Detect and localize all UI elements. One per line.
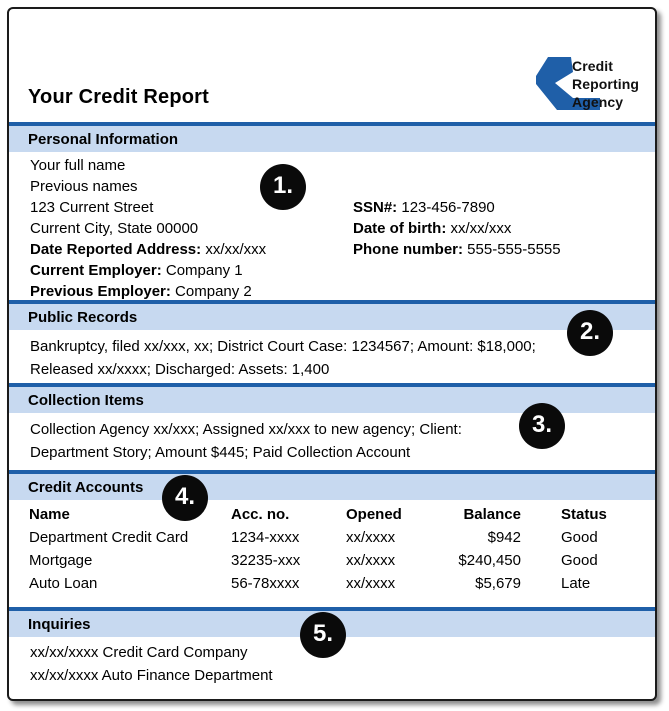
column-header-balance: Balance xyxy=(463,506,521,523)
logo-line-2: Reporting xyxy=(572,76,640,92)
section-header-collection-items: Collection Items xyxy=(9,383,655,413)
account-name: Department Credit Card xyxy=(29,529,189,546)
personal-line: Phone number: 555-555-5555 xyxy=(353,241,561,258)
inquiry-line: xx/xx/xxxx Auto Finance Department xyxy=(30,667,273,684)
section-header-personal-information: Personal Information xyxy=(9,122,655,152)
account-balance: $942 xyxy=(487,529,521,546)
collection-items-line: Collection Agency xx/xxx; Assigned xx/xxx to new agency; Client: xyxy=(30,421,462,438)
logo-text xyxy=(572,57,639,111)
section-header-inquiries: Inquiries xyxy=(9,607,655,637)
column-header-name: Name xyxy=(29,506,70,523)
account-opened: xx/xxxx xyxy=(346,575,396,592)
table-row xyxy=(29,549,641,572)
account-number: 56-78xxxx xyxy=(231,575,300,592)
personal-line: Previous Employer: Company 2 xyxy=(30,283,252,300)
collection-items-line: Department Story; Amount $445; Paid Collection Account xyxy=(30,444,411,461)
account-number: 32235-xxx xyxy=(231,552,301,569)
table-row xyxy=(29,526,641,549)
column-header-status: Status xyxy=(561,506,607,523)
step-badge-2: 2. xyxy=(567,310,613,356)
personal-line: Current Employer: Company 1 xyxy=(30,262,243,279)
account-opened: xx/xxxx xyxy=(346,552,396,569)
account-name: Auto Loan xyxy=(29,575,98,592)
credit-report-page xyxy=(7,7,657,701)
credit-accounts-table xyxy=(29,503,641,595)
account-number: 1234-xxxx xyxy=(231,529,300,546)
account-status: Good xyxy=(561,529,598,546)
collection-items-body xyxy=(30,418,462,464)
account-status: Late xyxy=(561,575,591,592)
account-opened: xx/xxxx xyxy=(346,529,396,546)
personal-info-right-column xyxy=(353,197,561,260)
account-balance: $240,450 xyxy=(458,552,521,569)
account-status: Good xyxy=(561,552,598,569)
personal-line: Date Reported Address: xx/xx/xxx xyxy=(30,241,267,258)
personal-line: 123 Current Street xyxy=(30,199,154,216)
public-records-body xyxy=(30,335,536,381)
step-badge-5: 5. xyxy=(300,612,346,658)
public-records-line: Bankruptcy, filed xx/xxx, xx; District Court Case: 1234567; Amount: $18,000; xyxy=(30,338,536,355)
section-header-public-records: Public Records xyxy=(9,300,655,330)
section-header-credit-accounts: Credit Accounts xyxy=(9,470,655,500)
logo-line-1: Credit xyxy=(572,58,614,74)
inquiries-body xyxy=(30,641,273,687)
logo-line-3: Agency xyxy=(572,94,624,110)
column-header-acc-no: Acc. no. xyxy=(231,506,290,523)
credit-accounts-header-row xyxy=(29,503,641,526)
public-records-line: Released xx/xxxx; Discharged: Assets: 1,400 xyxy=(30,361,330,378)
personal-line: Your full name xyxy=(30,157,126,174)
page-title: Your Credit Report xyxy=(28,86,210,108)
personal-line: Date of birth: xx/xx/xxx xyxy=(353,220,512,237)
personal-line: Current City, State 00000 xyxy=(30,220,199,237)
personal-line: SSN#: 123-456-7890 xyxy=(353,199,495,216)
inquiry-line: xx/xx/xxxx Credit Card Company xyxy=(30,644,248,661)
account-name: Mortgage xyxy=(29,552,93,569)
account-balance: $5,679 xyxy=(475,575,521,592)
personal-line: Previous names xyxy=(30,178,138,195)
table-row xyxy=(29,572,641,595)
column-header-opened: Opened xyxy=(346,506,402,523)
step-badge-4: 4. xyxy=(162,475,208,521)
step-badge-3: 3. xyxy=(519,403,565,449)
step-badge-1: 1. xyxy=(260,164,306,210)
personal-info-left-column xyxy=(30,155,266,302)
